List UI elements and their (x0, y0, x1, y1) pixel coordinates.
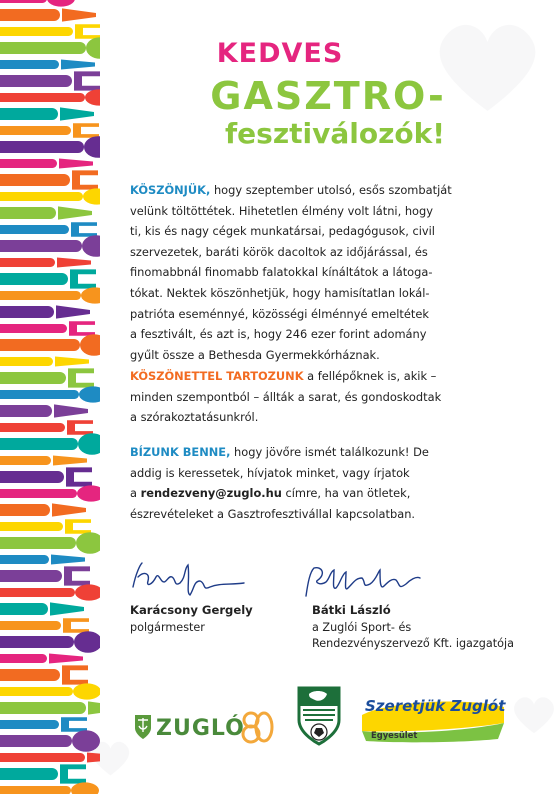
cutlery-piece (0, 730, 100, 752)
paragraph-next-year (130, 442, 502, 524)
szeretjuk-zuglot-subtitle: Egyesület (371, 730, 418, 740)
cutlery-piece (0, 654, 83, 664)
signatory-right-title-2: Rendezvényszervező Kft. igazgatója (312, 637, 514, 650)
cutlery-piece (0, 753, 100, 763)
cutlery-piece (0, 188, 100, 204)
cutlery-piece (0, 89, 100, 105)
cutlery-piece (0, 602, 84, 615)
paragraph-line: ti, kis és nagy cégek munkatársai, pedagógusok, civil (130, 224, 435, 239)
cutlery-piece (0, 170, 98, 189)
signatory-right-title-1: a Zuglói Sport- és (312, 621, 412, 634)
cutlery-piece (0, 321, 95, 335)
cutlery-piece (0, 136, 100, 158)
paragraph-line: addig is keressetek, hívjatok minket, vagy írjatok (130, 465, 410, 480)
cutlery-piece (0, 71, 100, 90)
paragraph-line: tókat. Nektek köszönhetjük, hogy hamisítatlan lokál- (130, 285, 430, 300)
signature-right (300, 562, 425, 602)
cutlery-piece (0, 584, 100, 600)
heading-line-2: GASZTRO- (210, 74, 446, 118)
cutlery-piece (0, 566, 90, 585)
signatory-left-title: polgármester (130, 621, 205, 634)
cutlery-piece (0, 404, 88, 417)
signature-left (128, 555, 248, 600)
keyword-koszonjuk: KÖSZÖNJÜK, (130, 183, 211, 197)
cutlery-piece (0, 357, 89, 367)
cutlery-piece (0, 258, 91, 268)
zuglo-logo-text: ZUGLÓ (156, 716, 245, 741)
cutlery-piece (0, 222, 97, 236)
cutlery-piece (0, 287, 100, 303)
signatory-right-name: Bátki László (312, 603, 391, 617)
cutlery-piece (0, 206, 92, 219)
cutlery-piece (0, 37, 100, 59)
cutlery-piece (0, 235, 100, 257)
cutlery-piece (0, 503, 86, 516)
zuglo-crest-icon (134, 714, 152, 740)
cutlery-piece (0, 159, 93, 169)
paragraph-line: velünk töltöttétek. Hihetetlen élmény volt látni, hogy (130, 203, 433, 218)
cutlery-piece (0, 107, 94, 120)
cutlery-piece (0, 782, 99, 794)
cutlery-piece (0, 368, 94, 387)
heading-line-1: KEDVES (216, 38, 344, 69)
cutlery-piece (0, 386, 100, 402)
cutlery-piece (0, 60, 95, 70)
keyword-koszonettel: KÖSZÖNETTEL TARTOZUNK (130, 369, 304, 383)
paragraph-line: KÖSZÖNJÜK, hogy szeptember utolsó, esős szombatját (130, 183, 452, 197)
cutlery-piece (0, 519, 91, 533)
paragraph-line: a rendezveny@zuglo.hu címre, ha van ötletek, (130, 486, 411, 501)
cutlery-piece (0, 24, 100, 38)
cutlery-piece (0, 683, 100, 699)
cutlery-piece (0, 485, 100, 501)
cutlery-piece (0, 420, 93, 434)
cutlery-piece (0, 665, 88, 684)
paragraph-line: észrevételeket a Gasztrofesztivállal kapcsolatban. (130, 506, 416, 521)
cutlery-piece (0, 631, 100, 653)
cutlery-piece (0, 305, 90, 318)
paragraph-line: a fesztivált, és azt is, hogy 246 ezer forint adomány (130, 327, 427, 342)
paragraph-thanks (130, 180, 502, 365)
cutlery-piece (0, 334, 100, 356)
heart-decoration-bottom-right (510, 690, 558, 738)
cutlery-border-illustration (0, 0, 100, 794)
paragraph-line: BÍZUNK BENNE, hogy jövőre ismét találkozunk! De (130, 445, 429, 459)
email-link[interactable]: rendezveny@zuglo.hu (140, 486, 282, 501)
paragraph-line: patrióta eseménnyé, közösségi élménnyé emeltétek (130, 306, 429, 321)
szeretjuk-zuglot-title: Szeretjük Zuglót (365, 697, 506, 715)
zuglo-80-badge-icon (240, 706, 274, 744)
cutlery-piece (0, 701, 100, 714)
cutlery-piece (0, 8, 96, 21)
cutlery-piece (0, 467, 92, 486)
cutlery-piece (0, 764, 86, 783)
cutlery-piece (0, 717, 87, 731)
paragraph-line: a szórakoztatásunkról. (130, 410, 259, 425)
cutlery-piece (0, 0, 75, 7)
cutlery-piece (0, 555, 85, 565)
keyword-bizunk: BÍZUNK BENNE, (130, 445, 231, 459)
cutlery-piece (0, 123, 99, 137)
cutlery-piece (0, 433, 100, 455)
heading-line-3: fesztiválozók! (224, 117, 446, 150)
paragraph-performers (130, 366, 502, 428)
paragraph-line: KÖSZÖNETTEL TARTOZUNK a fellépőknek is, akik – (130, 369, 437, 383)
paragraph-line: minden szempontból – állták a sarat, és gondoskodtak (130, 389, 442, 404)
sport-club-crest-icon (297, 686, 341, 746)
cutlery-piece (0, 269, 96, 288)
paragraph-line: finomabbnál finomabb falatokkal kínáltátok a látoga- (130, 265, 433, 280)
cutlery-piece (0, 532, 100, 554)
paragraph-line: gyűlt össze a Bethesda Gyermekkórháznak. (130, 347, 380, 362)
cutlery-piece (0, 456, 87, 466)
signatory-left-name: Karácsony Gergely (130, 603, 253, 617)
cutlery-piece (0, 618, 89, 632)
paragraph-line: szervezetek, baráti körök dacoltok az időjárással, és (130, 244, 428, 259)
